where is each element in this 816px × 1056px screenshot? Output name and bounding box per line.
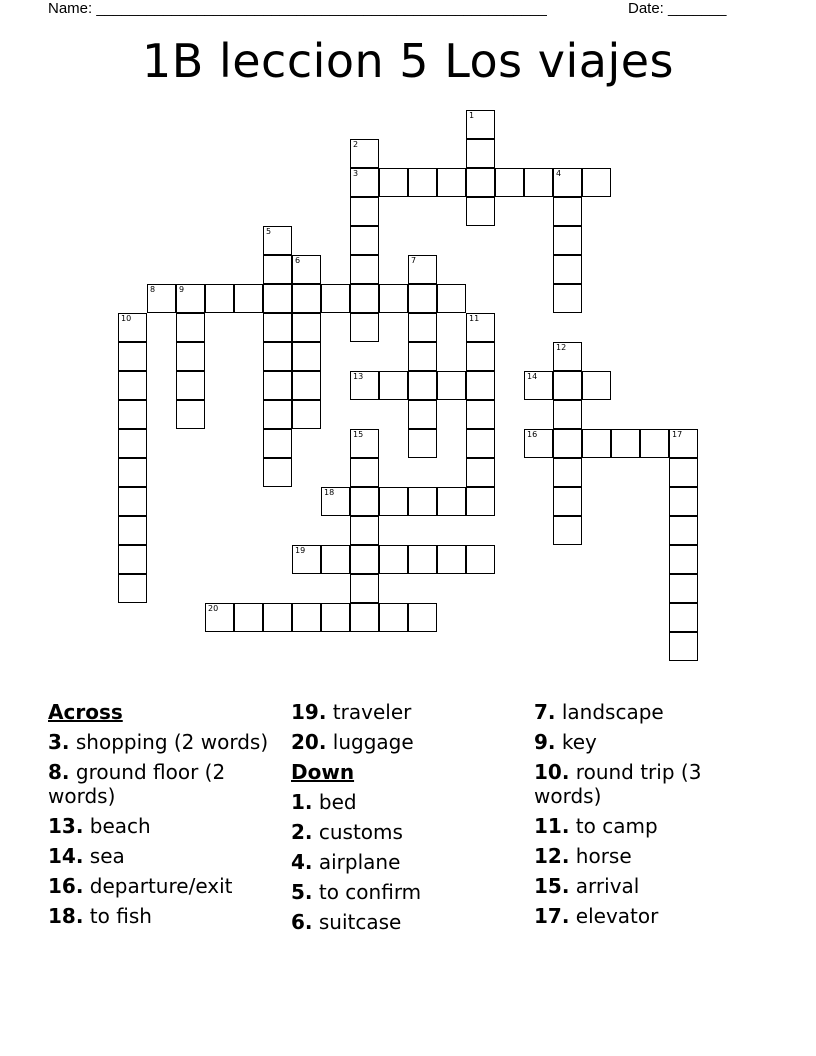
grid-cell[interactable]	[118, 371, 147, 400]
clue-text: ground floor (2 words)	[48, 760, 226, 808]
grid-cell[interactable]	[263, 284, 292, 313]
grid-cell[interactable]	[524, 429, 553, 458]
clue-text: departure/exit	[83, 874, 233, 898]
grid-cell[interactable]	[176, 342, 205, 371]
clue-number: 13	[353, 372, 364, 381]
grid-cell[interactable]	[118, 574, 147, 603]
clue-number: 1	[469, 111, 475, 120]
clue-text: sea	[83, 844, 125, 868]
grid-cell[interactable]	[408, 429, 437, 458]
clues-section	[48, 700, 768, 960]
clue-number: 18	[324, 488, 335, 497]
clue-text: to fish	[83, 904, 152, 928]
clue-number: 2.	[291, 820, 313, 844]
grid-cell[interactable]	[263, 371, 292, 400]
clue-number: 16.	[48, 874, 84, 898]
down-clue	[534, 874, 764, 898]
clue-column-1	[48, 700, 278, 934]
across-clue	[48, 730, 278, 754]
grid-cell[interactable]	[466, 429, 495, 458]
grid-cell[interactable]	[466, 545, 495, 574]
down-clue	[534, 904, 764, 928]
grid-cell[interactable]	[205, 603, 234, 632]
grid-cell[interactable]	[437, 284, 466, 313]
grid-cell[interactable]	[553, 168, 582, 197]
grid-cell[interactable]	[408, 400, 437, 429]
grid-cell[interactable]	[437, 545, 466, 574]
clue-number: 3.	[48, 730, 70, 754]
clue-number: 8.	[48, 760, 70, 784]
grid-cell[interactable]	[379, 284, 408, 313]
grid-cell[interactable]	[466, 487, 495, 516]
grid-cell[interactable]	[292, 603, 321, 632]
grid-cell[interactable]	[292, 284, 321, 313]
clue-text: beach	[83, 814, 151, 838]
clue-number: 16	[527, 430, 538, 439]
grid-cell[interactable]	[263, 342, 292, 371]
grid-cell[interactable]	[408, 487, 437, 516]
grid-cell[interactable]	[669, 429, 698, 458]
grid-cell[interactable]	[466, 110, 495, 139]
grid-cell[interactable]	[350, 226, 379, 255]
grid-cell[interactable]	[118, 400, 147, 429]
grid-cell[interactable]	[350, 139, 379, 168]
clue-number: 19	[295, 546, 306, 555]
grid-cell[interactable]	[350, 197, 379, 226]
clue-number: 13.	[48, 814, 84, 838]
clue-number: 7	[411, 256, 417, 265]
down-clue	[534, 844, 764, 868]
grid-cell[interactable]	[553, 400, 582, 429]
grid-cell[interactable]	[582, 429, 611, 458]
grid-cell[interactable]	[466, 197, 495, 226]
grid-cell[interactable]	[669, 574, 698, 603]
clue-text: elevator	[569, 904, 659, 928]
down-clue	[291, 850, 521, 874]
grid-cell[interactable]	[379, 603, 408, 632]
grid-cell[interactable]	[292, 255, 321, 284]
grid-cell[interactable]	[176, 313, 205, 342]
grid-cell[interactable]	[553, 226, 582, 255]
grid-cell[interactable]	[292, 371, 321, 400]
clue-text: luggage	[326, 730, 414, 754]
grid-cell[interactable]	[263, 226, 292, 255]
across-clue	[291, 730, 521, 754]
grid-cell[interactable]	[669, 632, 698, 661]
clue-number: 11.	[534, 814, 570, 838]
clue-text: round trip (3 words)	[534, 760, 702, 808]
clue-number: 15	[353, 430, 364, 439]
grid-cell[interactable]	[292, 400, 321, 429]
grid-cell[interactable]	[350, 168, 379, 197]
grid-cell[interactable]	[553, 371, 582, 400]
clue-number: 9.	[534, 730, 556, 754]
clue-number: 6	[295, 256, 301, 265]
clue-number: 2	[353, 140, 359, 149]
across-clue	[48, 760, 278, 808]
grid-cell[interactable]	[292, 545, 321, 574]
clue-number: 20	[208, 604, 219, 613]
grid-cell[interactable]	[553, 284, 582, 313]
clue-number: 15.	[534, 874, 570, 898]
grid-cell[interactable]	[263, 458, 292, 487]
down-clue	[534, 700, 764, 724]
grid-cell[interactable]	[263, 400, 292, 429]
grid-cell[interactable]	[379, 487, 408, 516]
grid-cell[interactable]	[147, 284, 176, 313]
name-field[interactable]: Name: ______________________________________________________	[48, 0, 547, 17]
clue-number: 5.	[291, 880, 313, 904]
grid-cell[interactable]	[553, 516, 582, 545]
grid-cell[interactable]	[408, 168, 437, 197]
clue-text: arrival	[569, 874, 640, 898]
header	[48, 0, 748, 20]
clue-number: 11	[469, 314, 480, 323]
across-clue	[291, 700, 521, 724]
grid-cell[interactable]	[263, 255, 292, 284]
grid-cell[interactable]	[263, 603, 292, 632]
grid-cell[interactable]	[437, 487, 466, 516]
grid-cell[interactable]	[611, 429, 640, 458]
grid-cell[interactable]	[234, 284, 263, 313]
grid-cell[interactable]	[466, 371, 495, 400]
clue-number: 3	[353, 169, 359, 178]
grid-cell[interactable]	[582, 168, 611, 197]
grid-cell[interactable]	[321, 284, 350, 313]
clue-number: 12.	[534, 844, 570, 868]
grid-cell[interactable]	[466, 139, 495, 168]
clue-number: 17.	[534, 904, 570, 928]
grid-cell[interactable]	[669, 545, 698, 574]
grid-cell[interactable]	[466, 458, 495, 487]
clue-column-2	[291, 700, 521, 940]
down-heading: Down	[291, 760, 355, 784]
grid-cell[interactable]	[669, 487, 698, 516]
clue-text: to camp	[569, 814, 658, 838]
grid-cell[interactable]	[466, 342, 495, 371]
grid-cell[interactable]	[321, 603, 350, 632]
grid-cell[interactable]	[350, 603, 379, 632]
grid-cell[interactable]	[263, 313, 292, 342]
grid-cell[interactable]	[350, 545, 379, 574]
grid-cell[interactable]	[350, 458, 379, 487]
clue-number: 5	[266, 227, 272, 236]
grid-cell[interactable]	[553, 429, 582, 458]
clue-text: to confirm	[312, 880, 422, 904]
grid-cell[interactable]	[408, 284, 437, 313]
grid-cell[interactable]	[408, 371, 437, 400]
clue-number: 12	[556, 343, 567, 352]
across-clue	[48, 844, 278, 868]
clue-number: 4.	[291, 850, 313, 874]
clue-number: 14	[527, 372, 538, 381]
clue-text: customs	[312, 820, 403, 844]
clue-number: 6.	[291, 910, 313, 934]
grid-cell[interactable]	[292, 342, 321, 371]
grid-cell[interactable]	[379, 168, 408, 197]
grid-cell[interactable]	[582, 371, 611, 400]
clue-number: 10	[121, 314, 132, 323]
across-clue	[48, 874, 278, 898]
grid-cell[interactable]	[408, 603, 437, 632]
grid-cell[interactable]	[292, 313, 321, 342]
grid-cell[interactable]	[118, 313, 147, 342]
grid-cell[interactable]	[350, 487, 379, 516]
down-clue	[291, 790, 521, 814]
grid-cell[interactable]	[495, 168, 524, 197]
grid-cell[interactable]	[350, 284, 379, 313]
grid-cell[interactable]	[553, 342, 582, 371]
grid-cell[interactable]	[350, 574, 379, 603]
clue-text: suitcase	[312, 910, 402, 934]
clue-number: 8	[150, 285, 156, 294]
grid-cell[interactable]	[640, 429, 669, 458]
clue-text: key	[555, 730, 597, 754]
across-clue	[48, 814, 278, 838]
clue-text: horse	[569, 844, 632, 868]
grid-cell[interactable]	[234, 603, 263, 632]
grid-cell[interactable]	[321, 487, 350, 516]
grid-cell[interactable]	[118, 545, 147, 574]
clue-column-3	[534, 700, 764, 934]
clue-text: traveler	[326, 700, 412, 724]
grid-cell[interactable]	[350, 429, 379, 458]
clue-text: bed	[312, 790, 357, 814]
clue-number: 1.	[291, 790, 313, 814]
down-clue	[291, 910, 521, 934]
clue-number: 19.	[291, 700, 327, 724]
grid-cell[interactable]	[176, 284, 205, 313]
clue-number: 18.	[48, 904, 84, 928]
grid-cell[interactable]	[118, 516, 147, 545]
grid-cell[interactable]	[408, 313, 437, 342]
grid-cell[interactable]	[350, 516, 379, 545]
grid-cell[interactable]	[408, 545, 437, 574]
clue-number: 4	[556, 169, 562, 178]
grid-cell[interactable]	[669, 458, 698, 487]
grid-cell[interactable]	[263, 429, 292, 458]
grid-cell[interactable]	[118, 342, 147, 371]
grid-cell[interactable]	[524, 168, 553, 197]
grid-cell[interactable]	[118, 487, 147, 516]
grid-cell[interactable]	[205, 284, 234, 313]
grid-cell[interactable]	[350, 371, 379, 400]
grid-cell[interactable]	[408, 255, 437, 284]
grid-cell[interactable]	[466, 168, 495, 197]
down-clue	[534, 814, 764, 838]
down-clue	[534, 760, 764, 808]
grid-cell[interactable]	[176, 400, 205, 429]
clue-text: shopping (2 words)	[69, 730, 269, 754]
down-clue	[291, 820, 521, 844]
grid-cell[interactable]	[553, 255, 582, 284]
date-field[interactable]: Date: _______	[628, 0, 727, 17]
grid-cell[interactable]	[553, 197, 582, 226]
grid-cell[interactable]	[176, 371, 205, 400]
clue-number: 20.	[291, 730, 327, 754]
grid-cell[interactable]	[350, 255, 379, 284]
grid-cell[interactable]	[118, 458, 147, 487]
grid-cell[interactable]	[553, 487, 582, 516]
grid-cell[interactable]	[408, 342, 437, 371]
clue-number: 10.	[534, 760, 570, 784]
across-clue	[48, 904, 278, 928]
grid-cell[interactable]	[669, 603, 698, 632]
grid-cell[interactable]	[118, 429, 147, 458]
grid-cell[interactable]	[350, 313, 379, 342]
grid-cell[interactable]	[466, 313, 495, 342]
grid-cell[interactable]	[466, 400, 495, 429]
grid-cell[interactable]	[524, 371, 553, 400]
clue-number: 7.	[534, 700, 556, 724]
clue-text: landscape	[555, 700, 664, 724]
grid-cell[interactable]	[379, 371, 408, 400]
clue-text: airplane	[312, 850, 401, 874]
clue-number: 9	[179, 285, 185, 294]
grid-cell[interactable]	[321, 545, 350, 574]
across-heading: Across	[48, 700, 123, 724]
grid-cell[interactable]	[437, 371, 466, 400]
grid-cell[interactable]	[437, 168, 466, 197]
grid-cell[interactable]	[669, 516, 698, 545]
page-title: 1B leccion 5 Los viajes	[142, 34, 674, 88]
down-clue	[534, 730, 764, 754]
grid-cell[interactable]	[379, 545, 408, 574]
clue-number: 14.	[48, 844, 84, 868]
down-clue	[291, 880, 521, 904]
clue-number: 17	[672, 430, 683, 439]
grid-cell[interactable]	[553, 458, 582, 487]
